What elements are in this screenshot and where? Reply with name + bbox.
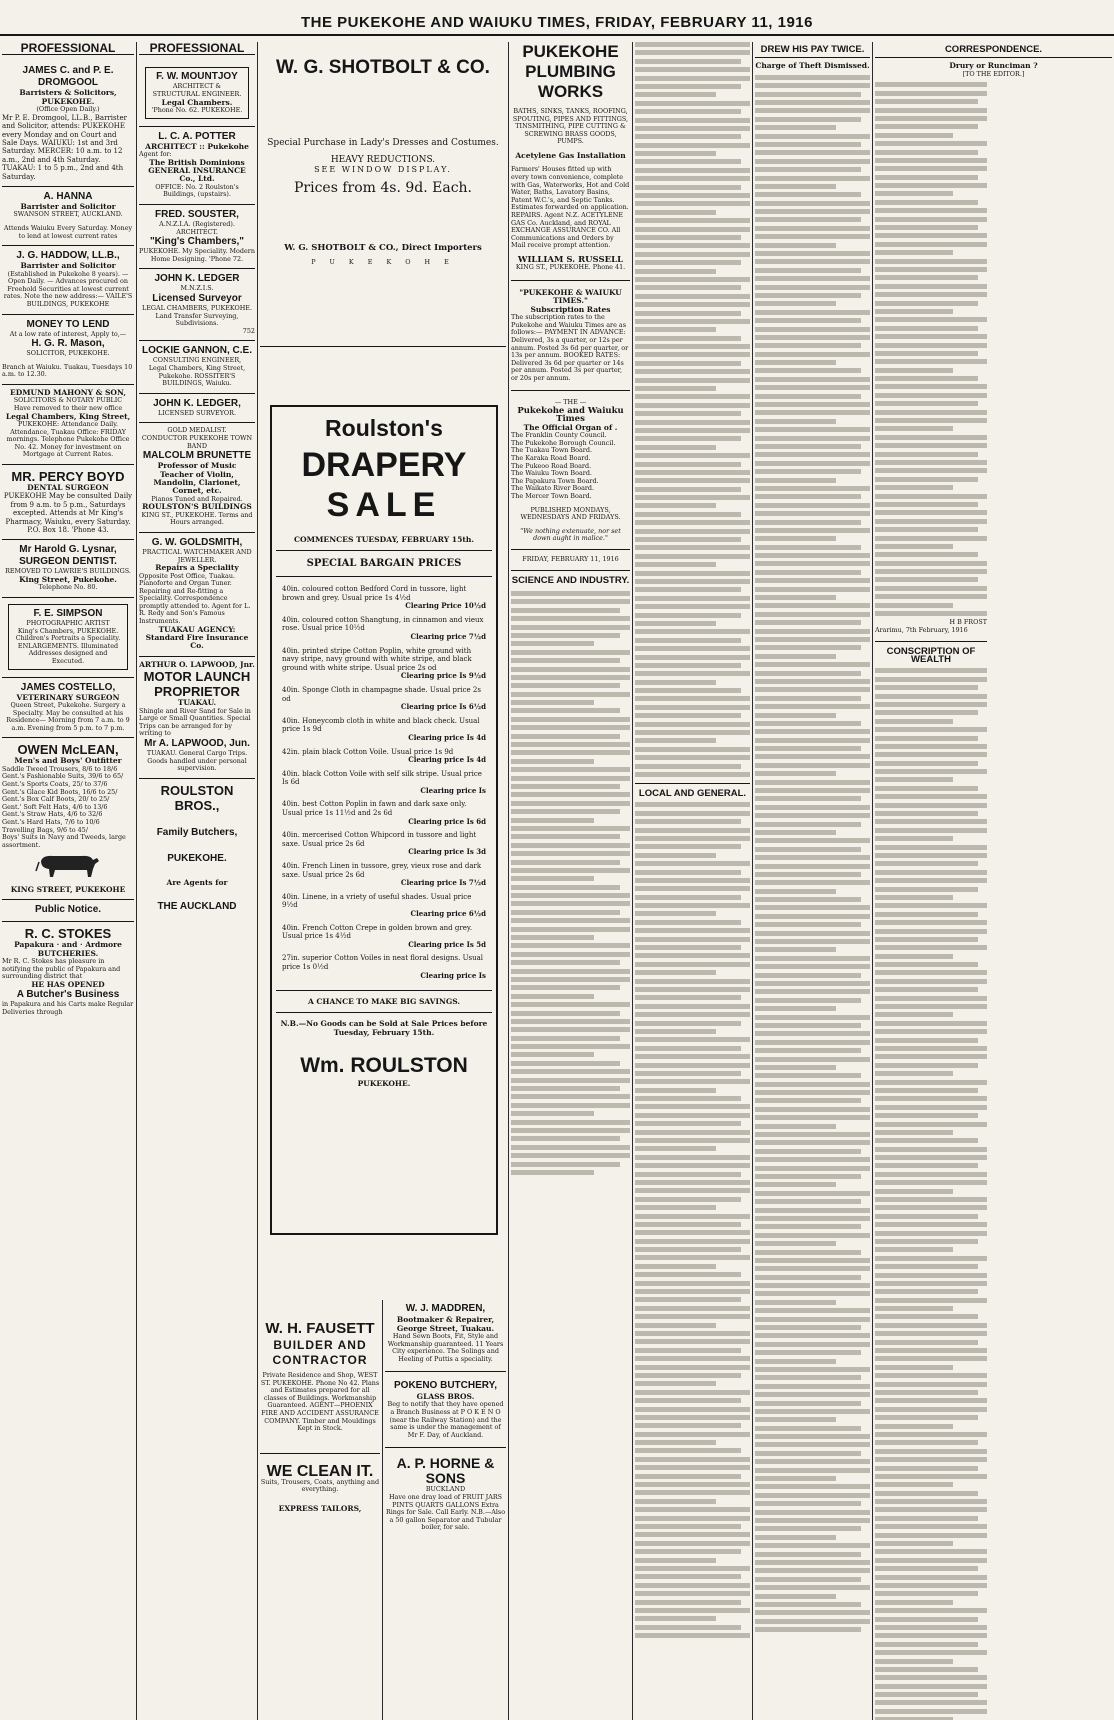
bargain-description: 40in. French Cotton Crepe in golden brown and grey. Usual price 1s 4½d: [282, 923, 473, 941]
bargain-item: [276, 770, 492, 796]
outfitter-item: Gent.'s Hard Hats, 7/6 to 10/6: [2, 817, 100, 826]
organ-item: The Mercer Town Board.: [511, 492, 592, 501]
ad-roulston-bros: ROULSTON BROS., Family Butchers, PUKEKOHE. Are Agents for THE AUCKLAND: [156, 782, 238, 913]
bargain-clearing-price: Clearing Price 10½d: [405, 601, 486, 611]
outfitter-item: Gent.'s Fashionable Suits, 39/6 to 65/: [2, 772, 124, 781]
ad-lapwood: ARTHUR O. LAPWOOD, Jnr. MOTOR LAUNCH PROPRIETOR TUAKAU. Shingle and River Sand for Sale in Large or Small Quantities. Special Trips can be arranged for by writing to Mr A. LAPWOOD, Jun. TUAKAU. General Cargo Trips. Goods handled under personal supervision.: [139, 657, 255, 779]
outfitter-item: Travelling Bags, 9/6 to 45/: [2, 825, 88, 834]
organ-item: The Pukeoo Road Board.: [511, 461, 592, 470]
bargain-description: 40in. Sponge Cloth in champagne shade. Usual price 2s od: [282, 685, 481, 703]
outfitter-item: Gent.'s Box Calf Boots, 20/ to 25/: [2, 795, 110, 804]
masthead: THE PUKEKOHE AND WAIUKU TIMES, FRIDAY, FEBRUARY 11, 1916: [0, 14, 1114, 36]
outfitter-item: Gent.'s Straw Hats, 4/6 to 32/6: [2, 810, 103, 819]
column-professional-1: [2, 42, 134, 1720]
bargain-description: 27in. superior Cotton Voiles in neat floral designs. Usual price 1s 0½d: [282, 954, 484, 971]
ad-lysnar: Mr Harold G. Lysnar, SURGEON DENTIST. REMOVED TO LAWRIE'S BUILDINGS. King Street, Pukekohe. Telephone No. 80.: [2, 540, 134, 598]
ad-ledger-surveyor: JOHN K. LEDGER M.N.Z.I.S. Licensed Surveyor LEGAL CHAMBERS, PUKEKOHE. Land Transfer Surveying, Subdivisions. 752: [139, 269, 255, 341]
official-organ: — THE — Pukekohe and Waiuku Times The Official Organ of . The Franklin County Council. The Pukekohe Borough Council. The Tuakau Town Board. The Karaka Road Board. The Pukeoo Road Board. The Waiuku Town Board. The Papakura Town Board. The Waikato River Board. The Mercer Town Board. PUBLISHED MONDAYS, WEDNESDAYS AND FRIDAYS. "We nothing extenuate, nor set down aught in malice." FRIDAY, FEBRUARY 11, 1916 SCIENCE AND INDUSTRY.: [511, 398, 630, 586]
bargain-description: 40in. Linene, in a vriety of useful shades. Usual price 9½d: [282, 892, 472, 910]
bargain-clearing-price: Clearing price Is 6d: [408, 816, 486, 826]
ad-money-to-lend: MONEY TO LEND At a low rate of interest, Apply to,— H. G. R. Mason, SOLICITOR, PUKEKOHE. Branch at Waiuku. Tuakau, Tuesdays 10 a.m. to 12.30.: [2, 315, 134, 385]
bargain-item: [276, 893, 492, 919]
bargain-item: [276, 717, 492, 743]
article-text-lines: [755, 75, 870, 1632]
ad-percy-boyd: MR. PERCY BOYD DENTAL SURGEON PUKEKOHE May be consulted Daily from 9 a.m. to 5 p.m., Saturdays excepted. Attends at Mr King's Pharmacy, Waiuku, every Saturday. P.O. Box 18. 'Phone 43.: [2, 465, 134, 540]
bargain-description: 40in. coloured cotton Shangtung, in cinnamon and vieux rose. Usual price 10½d: [282, 615, 484, 633]
bargain-item: [276, 647, 492, 681]
bargain-clearing-price: Clearing price Is 6½d: [400, 702, 486, 712]
bargain-clearing-price: Clearing price Is 4d: [408, 732, 486, 742]
article-text-lines: [511, 591, 630, 1175]
ad-potter: L. C. A. POTTER ARCHITECT :: Pukekohe Agent for: The British Dominions GENERAL INSURANCE Co., Ltd. OFFICE: No. 2 Roulston's Buildings, (upstairs).: [139, 127, 255, 205]
bargain-description: 40in. black Cotton Voile with self silk stripe. Usual price Is 6d: [282, 769, 482, 787]
bargain-item: [276, 954, 492, 980]
organ-item: The Pukekohe Borough Council.: [511, 438, 616, 447]
ad-plumbing-works: PUKEKOHE PLUMBING WORKS BATHS, SINKS, TANKS, ROOFING, SPOUTING, PIPES AND FITTINGS, TINSMITHING, PIPE CUTTING & SCREWING BRASS GOODS, PUMPS. Acetylene Gas Installation Farmers' Houses fitted up with every town convenience, complete with Gas, Waterworks, Hot and Cold Water, Baths, Lavatory Basins, Patent W.C.'s, and Septic Tanks. Estimates forwarded on application. REPAIRS. Agent N.Z. ACETYLENE GAS Co. Auckland, and ROYAL EXCHANGE ASSURANCE CO. All Communications and Orders by Mail receive prompt attention. WILLIAM S. RUSSELL KING ST., PUKEKOHE. Phone 41.: [511, 42, 630, 272]
bargain-item: [276, 831, 492, 857]
bargain-description: 42in. plain black Cotton Voile. Usual price 1s 9d: [282, 747, 454, 756]
bargain-clearing-price: Clearing price Is 9½d: [400, 671, 486, 681]
article-text-lines: [875, 668, 987, 1720]
column-rule: [872, 42, 873, 1720]
subscription-rates: "PUKEKOHE & WAIUKU TIMES." Subscription Rates The subscription rates to the Pukekohe and Waiuku Times are as follows:— PAYMENT IN ADVANCE: Delivered, 3s a quarter, or 12s per annum. Posted 3s 6d per quarter, or 13s per annum. BOOKED RATES: Delivered 3s 6d per quarter or 14s per annum. Posted 3s per quarter, or 20s per annum.: [511, 287, 629, 382]
bargain-clearing-price: Clearing price Is 3d: [408, 847, 486, 857]
article-text-lines: [635, 42, 750, 777]
ad-ledger-licensed: JOHN K. LEDGER, LICENSED SURVEYOR.: [139, 394, 255, 424]
ad-costello: JAMES COSTELLO, VETERINARY SURGEON Queen Street, Pukekohe. Surgery a Specialty. May be consulted at his Residence— Morning from 7 a.m. to 9 a.m. Evening from 5 p.m. to 7 p.m.: [2, 678, 134, 739]
bargain-item: [276, 686, 492, 712]
organ-item: The Waikato River Board.: [511, 484, 595, 493]
bull-illustration-icon: [33, 849, 103, 883]
ad-public-notice: Public Notice.: [2, 900, 134, 922]
ad-brunette: GOLD MEDALIST. CONDUCTOR PUKEKOHE TOWN BAND MALCOLM BRUNETTE Professor of Music Teacher of Violin, Mandolin, Clarionet, Cornet, etc. Pianos Tuned and Repaired. ROULSTON'S BUILDINGS KING ST., PUKEKOHE. Terms and Hours arranged.: [139, 423, 255, 533]
outfitter-item: Gent.' Soft Felt Hats, 4/6 to 13/6: [2, 802, 108, 811]
column-rule: [382, 1300, 383, 1720]
ad-goldsmith: G. W. GOLDSMITH, PRACTICAL WATCHMAKER AND JEWELLER. Repairs a Speciality Opposite Post Office, Tuakau. Pianoforte and Organ Tuner. Repairing and Re-fitting a Speciality. Correspondence promptly attended to. Agent for L. R. Redy and Son's Famous Instruments. TUAKAU AGENCY: Standard Fire Insurance Co.: [139, 533, 255, 657]
column-rule: [508, 42, 509, 1720]
bargain-item: [276, 748, 492, 765]
ad-maddren-pokeno-horne: W. J. MADDREN, Bootmaker & Repairer, George Street, Tuakau. Hand Sewn Boots, Fit, Style and Workmanship guaranteed. 11 Years City experience. The Solings and Heeling of Puttis a speciality. POKENO BUTCHERY, GLASS BROS. Beg to notify that they have opened a Branch Business at P O K E N O (near the Railway Station) and the same is under the management of Mr F. Day, of Auckland. A. P. HORNE & SONS BUCKLAND Have one dray load of FRUIT JARS PINTS QUARTS GALLONS Extra Rings for Sale. Call Early. N.B.—Also a 50 gallon Separator and Tubular boiler, for sale.: [385, 1303, 506, 1532]
organ-item: The Karaka Road Board.: [511, 454, 591, 463]
outfitter-item: Boys' Suits in Navy and Tweeds, large assortment.: [2, 833, 126, 849]
column-rule: [752, 42, 753, 1720]
bargain-description: 40in. French Linen in tussore, grey, vieux rose and dark saxe. Usual price 2s 6d: [282, 862, 482, 879]
bargain-clearing-price: Clearing price 6½d: [410, 909, 486, 918]
organ-item: The Franklin County Council.: [511, 431, 607, 440]
column-rule: [632, 42, 633, 1720]
bargain-clearing-price: Clearing price Is: [420, 785, 486, 795]
organ-item: The Waiuku Town Board.: [511, 469, 592, 478]
ad-haddow: J. G. HADDOW, LL.B., Barrister and Solicitor (Established in Pukekohe 8 years). — Open Daily. — Advances procured on Freehold Securities at lowest current rates. Note the new address:— VAILE'S BUILDINGS, PUKEKOHE: [2, 246, 134, 314]
ad-lockie-gannon: LOCKIE GANNON, C.E. CONSULTING ENGINEER, Legal Chambers, King Street, Pukekohe. ROSSITER'S BUILDINGS, Waiuku.: [139, 341, 255, 393]
bargain-description: 40in. coloured cotton Bedford Cord in tussore, light brown and grey. Usual price 1s 4½d: [282, 585, 467, 602]
column-drew-his-pay: DREW HIS PAY TWICE. Charge of Theft Dismissed.: [755, 42, 870, 1720]
organ-item: The Papakura Town Board.: [511, 476, 599, 485]
column-rule: [136, 42, 137, 1720]
column-correspondence: CORRESPONDENCE. Drury or Runciman ? [TO THE EDITOR.] H B FROST Ararimu, 7th February, 1916 CONSCRIPTION OF WEALTH: [875, 42, 1112, 1720]
bargain-clearing-price: Clearing price Is: [420, 970, 486, 980]
article-text-lines: [635, 802, 750, 1638]
ad-stokes: R. C. STOKES Papakura · and · Ardmore BUTCHERIES. Mr R. C. Stokes has pleasure in notifying the public of Papakura and surrounding district that HE HAS OPENED A Butcher's Business in Papakura and his Carts make Regular Deliveries through: [2, 926, 134, 1016]
column-plumbing-and-science: [511, 42, 630, 1720]
local-general-heading: LOCAL AND GENERAL.: [638, 787, 747, 799]
outfitter-item: Gent.'s Sports Coats, 25/ to 37/6: [2, 779, 108, 788]
section-heading: PROFESSIONAL: [139, 42, 255, 55]
bargain-clearing-price: Clearing price 7½d: [410, 631, 486, 641]
ad-simpson: F. E. SIMPSON PHOTOGRAPHIC ARTIST King's Chambers, PUKEKOHE. Children's Portraits a Speciality. ENLARGEMENTS. Illuminated Addresses designed and Executed.: [2, 598, 134, 678]
bargain-clearing-price: Clearing price Is 7½d: [400, 878, 486, 888]
bargain-description: 40in. mercerised Cotton Whipcord in tussore and light saxe. Usual price 2s 6d: [282, 831, 477, 848]
article-text-lines: [875, 82, 987, 616]
ad-roulston-drapery-sale: Roulston's DRAPERY SALE COMMENCES TUESDAY, FEBRUARY 15th. SPECIAL BARGAIN PRICES 40in. coloured cotton Bedford Cord in tussore, light brown and grey. Usual price 1s 4½d Clearing Price 10½d 40in. coloured cotton Shangtung, in cinnamon and vieux rose. Usual price 10½d Clearing price 7½d 40in. printed stripe Cotton Poplin, white ground with navy stripe, navy ground with white stripe, and black ground with white stripe. Usual price 2s od Clearing price Is 9½d 40in. Sponge Cloth in champagne shade. Usual price 2s od Clearing price Is 6½d 40in. Honeycomb cloth in white and black check. Usual price 1s 9d Clearing price Is 4d 42in. plain black Cotton Voile. Usual price 1s 9d Clearing price Is 4d 40in. black Cotton Voile with self silk stripe. Usual price Is 6d Clearing price Is 40in. best Cotton Poplin in fawn and dark saxe only. Usual price 1s 11½d and 2s 6d Clearing price Is 6d 40in. mercerised Cotton Whipcord in tussore and light saxe. Usual price 2s 6d Clearing price Is 3d 40in. French Linen in tussore, grey, vieux rose and dark saxe. Usual price 2s 6d Clearing price Is 7½d 40in. Linene, in a vriety of useful shades. Usual price 9½d Clearing price 6½d 40in. French Cotton Crepe in golden brown and grey. Usual price 1s 4½d Clearing price Is 5d 27in. superior Cotton Voiles in neat floral designs. Usual price 1s 0½d Clearing price Is A CHANCE TO MAKE BIG SAVINGS. N.B.—No Goods can be Sold at Sale Prices before Tuesday, February 15th. Wm. ROULSTON PUKEKOHE.: [270, 405, 498, 1235]
bargain-list: [276, 585, 492, 980]
ad-mountjoy: F. W. MOUNTJOY ARCHITECT & STRUCTURAL ENGINEER. Legal Chambers. 'Phone No. 62. PUKEKOHE.: [139, 61, 255, 126]
column-rule: [257, 42, 258, 1720]
bargain-item: [276, 800, 492, 826]
bargain-description: 40in. best Cotton Poplin in fawn and dark saxe only. Usual price 1s 11½d and 2s 6d: [282, 800, 467, 818]
bargain-description: 40in. printed stripe Cotton Poplin, white ground with navy stripe, navy ground with white stripe, and black ground with white stripe. Usual price 2s od: [282, 646, 472, 672]
ad-mahony: EDMUND MAHONY & SON, SOLICITORS & NOTARY PUBLIC Have removed to their new office Legal Chambers, King Street, PUKEKOHE: Attendance Daily. Attendance, Tuakau Office: FRIDAY mornings. Telephone Pukekohe Office No. 42. Money for investment on Mortgage at Current Rates.: [2, 385, 134, 465]
ad-fausett: W. H. FAUSETT BUILDER AND CONTRACTOR Private Residence and Shop, WEST ST. PUKEKOHE. Phone No 42. Plans and Estimates prepared for all classes of Buildings. Workmanship Guaranteed. AGENT—PHOENIX FIRE AND ACCIDENT ASSURANCE COMPANY. Timber and Mouldings Kept in Stock. WE CLEAN IT. Suits, Trousers, Coats, anything and everything. EXPRESS TAILORS,: [260, 1320, 380, 1513]
ad-dromgool: JAMES C. and P. E. DROMGOOL Barristers & Solicitors, PUKEKOHE. (Office Open Daily.) Mr P. E. Dromgool, LL.B., Barrister and Solicitor, attends: PUKEKOHE every Monday and on Court and Sale Days. WAIUKU: 1st and 3rd Saturday. MERCER: 10 a.m. to 12 a.m., 2nd and 4th Saturday. TUAKAU: 1 to 5 p.m., 2nd and 4th Saturday.: [2, 61, 134, 187]
ad-shotbolt: W. G. SHOTBOLT & CO. Special Purchase in Lady's Dresses and Costumes. HEAVY REDUCTIONS. SEE WINDOW DISPLAY. Prices from 4s. 9d. Each. W. G. SHOTBOLT & CO., Direct Importers P U K E K O H E: [260, 42, 506, 347]
bargain-item: [276, 924, 492, 950]
ad-owen-mclean: OWEN McLEAN, Men's and Boys' Outfitter Saddle Tweed Trousers, 8/6 to 18/6 Gent.'s Fashionable Suits, 39/6 to 65/ Gent.'s Sports Coats, 25/ to 37/6 Gent.'s Glace Kid Boots, 16/6 to 25/ Gent.'s Box Calf Boots, 20/ to 25/ Gent.' Soft Felt Hats, 4/6 to 13/6 Gent.'s Straw Hats, 4/6 to 32/6 Gent.'s Hard Hats, 7/6 to 10/6 Travelling Bags, 9/6 to 45/ Boys' Suits in Navy and Tweeds, large assortment. KING STREET, PUKEKOHE: [2, 738, 134, 900]
section-heading: PROFESSIONAL: [2, 42, 134, 55]
bargain-clearing-price: Clearing price Is 4d: [408, 755, 486, 765]
outfitter-item: Saddle Tweed Trousers, 8/6 to 18/6: [2, 764, 118, 773]
outfitter-item: Gent.'s Glace Kid Boots, 16/6 to 25/: [2, 787, 118, 796]
ad-hanna: A. HANNA Barrister and Solicitor SWANSON STREET, AUCKLAND. Attends Waiuku Every Saturday. Money to lend at lowest current rates: [2, 187, 134, 246]
column-local-and-general: [635, 42, 750, 1720]
ad-souster: FRED. SOUSTER, A.N.Z.I.A. (Registered). ARCHITECT. "King's Chambers," PUKEKOHE. My Speciality. Modern Home Designing. 'Phone 72.: [139, 205, 255, 269]
bargain-item: [276, 616, 492, 642]
bargain-description: 40in. Honeycomb cloth in white and black check. Usual price 1s 9d: [282, 716, 480, 734]
bargain-item: [276, 585, 492, 611]
column-professional-2: [139, 42, 255, 1720]
bargain-item: [276, 862, 492, 888]
organ-item: The Tuakau Town Board.: [511, 446, 592, 455]
bargain-clearing-price: Clearing price Is 5d: [408, 939, 486, 949]
